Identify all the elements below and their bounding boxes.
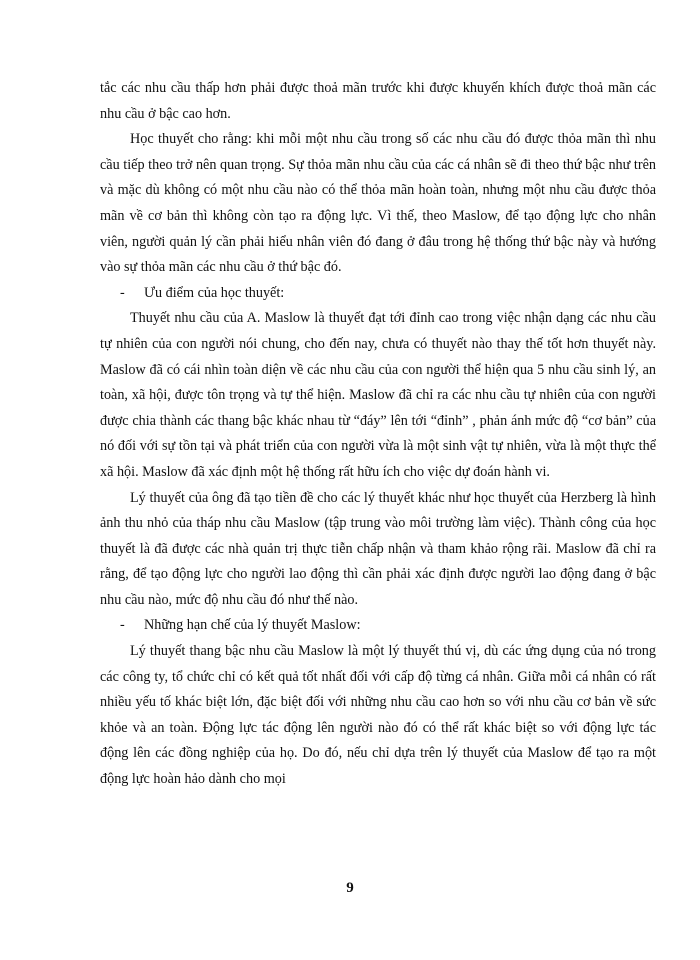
bullet-limitations	[100, 613, 656, 639]
page-number: 9	[346, 880, 354, 896]
page-body	[100, 76, 656, 793]
bullet-limitations-label: Những hạn chế của lý thuyết Maslow:	[144, 617, 361, 634]
paragraph-limitations: Lý thuyết thang bậc nhu cầu Maslow là một lý thuyết thú vị, dù các ứng dụng của nó trong các công ty, tổ chức chỉ có kết quả tốt nhất đối với cấp độ từng cá nhân. Giữa mỗi cá nhân có rất nhiều yếu tố khác biệt lớn, đặc biệt đối với những nhu cầu cao hơn so với nhu cầu cơ bản về sức khỏe và an toàn. Động lực tác động lên người nào đó có thể rất khác biệt so với động lực tác động lên các đồng nghiệp của họ. Do đó, nếu chỉ dựa trên lý thuyết của Maslow để tạo ra một động lực hoàn hảo dành cho mọi	[100, 643, 656, 788]
bullet-dash: -	[120, 617, 125, 634]
paragraph-theory: Học thuyết cho rằng: khi mỗi một nhu cầu trong số các nhu cầu đó được thỏa mãn thì nhu cầu tiếp theo trở nên quan trọng. Sự thỏa mãn nhu cầu của các cá nhân sẽ đi theo thứ bậc như trên và mặc dù không có một nhu cầu nào có thể thỏa mãn hoàn toàn, nhưng một nhu cầu được thỏa mãn về cơ bản thì không còn tạo ra động lực. Vì thế, theo Maslow, để tạo động lực cho nhân viên, người quản lý cần phải hiểu nhân viên đó đang ở đâu trong hệ thống thứ bậc này và hướng vào sự thỏa mãn các nhu cầu ở thứ bậc đó.	[100, 131, 656, 276]
paragraph-continuation: tắc các nhu cầu thấp hơn phải được thoả mãn trước khi được khuyến khích được thoả mãn các nhu cầu ở bậc cao hơn.	[100, 80, 656, 122]
paragraph-influence: Lý thuyết của ông đã tạo tiền đề cho các lý thuyết khác như học thuyết của Herzberg là hình ảnh thu nhỏ của tháp nhu cầu Maslow (tập trung vào môi trường làm việc). Thành công của học thuyết là đã được các nhà quản trị thực tiễn chấp nhận và tham khảo rộng rãi. Maslow đã chỉ ra rằng, để tạo động lực cho người lao động thì cần phải xác định được người lao động đang ở bậc nhu cầu nào, mức độ nhu cầu đó như thế nào.	[100, 489, 656, 608]
bullet-advantages	[100, 281, 656, 307]
bullet-dash: -	[120, 284, 125, 301]
bullet-advantages-label: Ưu điểm của học thuyết:	[144, 284, 285, 301]
paragraph-advantages: Thuyết nhu cầu của A. Maslow là thuyết đạt tới đỉnh cao trong việc nhận dạng các nhu cầu tự nhiên của con người nói chung, cho đến nay, chưa có thuyết nào thay thế tốt hơn thuyết này. Maslow đã có cái nhìn toàn diện về các nhu cầu của con người thể hiện qua 5 nhu cầu sinh lý, an toàn, xã hội, được tôn trọng và tự thể hiện. Maslow đã chỉ ra các nhu cầu tự nhiên của con người được chia thành các thang bậc khác nhau từ “đáy” lên tới “đỉnh” , phản ánh mức độ “cơ bản” của nó đối với sự tồn tại và phát triển của con người vừa là một sinh vật tự nhiên, vừa là một thực thể xã hội. Maslow đã xác định một hệ thống rất hữu ích cho việc dự đoán hành vi.	[100, 310, 656, 480]
